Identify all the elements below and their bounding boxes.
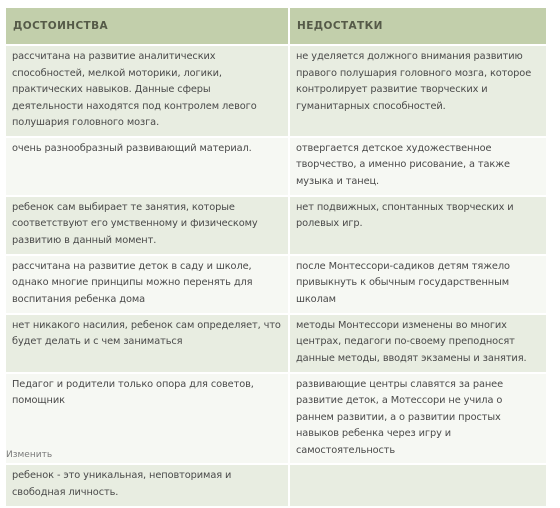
table-row bbox=[6, 374, 546, 464]
pros-cons-table bbox=[4, 6, 548, 508]
header-pros: ДОСТОИНСТВА bbox=[6, 8, 288, 44]
header-cons: НЕДОСТАТКИ bbox=[290, 8, 546, 44]
edit-link[interactable]: Изменить bbox=[6, 450, 53, 460]
cons-cell: отвергается детское художественное творчество, а именно рисование, а также музыка и танец. bbox=[290, 138, 546, 195]
cons-cell bbox=[290, 465, 546, 506]
cons-cell: после Монтессори-садиков детям тяжело привыкнуть к обычным государственным школам bbox=[290, 256, 546, 313]
table-row bbox=[6, 256, 546, 313]
cons-cell: нет подвижных, спонтанных творческих и ролевых игр. bbox=[290, 197, 546, 254]
pros-cell: нет никакого насилия, ребенок сам определяет, что будет делать и с чем заниматься bbox=[6, 315, 288, 372]
pros-cell: ребенок - это уникальная, неповторимая и свободная личность. bbox=[6, 465, 288, 506]
pros-cell: очень разнообразный развивающий материал. bbox=[6, 138, 288, 195]
cons-cell: не уделяется должного внимания развитию правого полушария головного мозга, которое контролирует развитие творческих и гуманитарных способностей. bbox=[290, 46, 546, 136]
table-row bbox=[6, 315, 546, 372]
cons-cell: развивающие центры славятся за ранее развитие деток, а Мотессори не учила о раннем развитии, а о развитии простых навыков ребенка через игру и самостоятельность bbox=[290, 374, 546, 464]
pros-cell: рассчитана на развитие деток в саду и школе, однако многие принципы можно перенять для воспитания ребенка дома bbox=[6, 256, 288, 313]
table-row bbox=[6, 465, 546, 506]
table-row bbox=[6, 46, 546, 136]
pros-cell: рассчитана на развитие аналитических способностей, мелкой моторики, логики, практических навыков. Данные сферы деятельности находятся под контролем левого полушария головного мозга. bbox=[6, 46, 288, 136]
pros-cell: Педагог и родители только опора для советов, помощник bbox=[6, 374, 288, 464]
pros-cell: ребенок сам выбирает те занятия, которые соответствуют его умственному и физическому развитию в данный момент. bbox=[6, 197, 288, 254]
table-row bbox=[6, 138, 546, 195]
table-header-row bbox=[6, 8, 546, 44]
cons-cell: методы Монтессори изменены во многих центрах, педагоги по-своему преподносят данные методы, вводят экзамены и занятия. bbox=[290, 315, 546, 372]
table-row bbox=[6, 197, 546, 254]
